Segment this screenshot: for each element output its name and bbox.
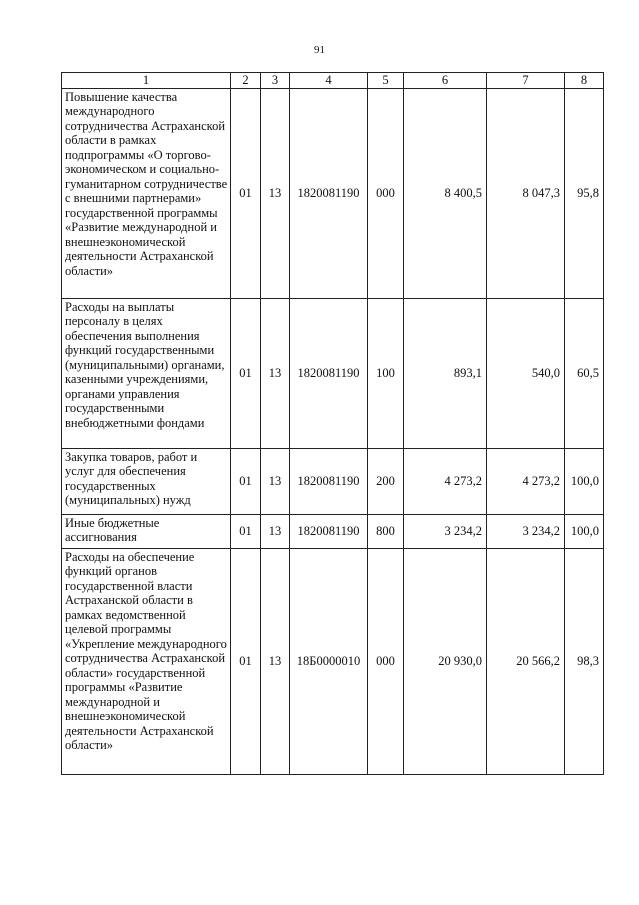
column-header: 5 xyxy=(368,73,404,89)
target-article-cell: 1820081190 xyxy=(290,514,368,548)
table-row xyxy=(62,448,604,514)
expense-type-cell: 100 xyxy=(368,298,404,448)
planned-amount-cell: 20 930,0 xyxy=(404,548,487,774)
column-header: 6 xyxy=(404,73,487,89)
expense-type-cell: 200 xyxy=(368,448,404,514)
executed-amount-cell: 4 273,2 xyxy=(487,448,565,514)
planned-amount-cell: 4 273,2 xyxy=(404,448,487,514)
executed-amount-cell: 3 234,2 xyxy=(487,514,565,548)
subsection-cell: 13 xyxy=(261,548,290,774)
expense-type-cell: 800 xyxy=(368,514,404,548)
table-row xyxy=(62,514,604,548)
subsection-cell: 13 xyxy=(261,514,290,548)
target-article-cell: 18Б0000010 xyxy=(290,548,368,774)
column-header: 3 xyxy=(261,73,290,89)
target-article-cell: 1820081190 xyxy=(290,448,368,514)
budget-table xyxy=(61,72,604,775)
percent-cell: 98,3 xyxy=(565,548,604,774)
row-name-cell: Закупка товаров, работ и услуг для обеспечения государственных (муниципальных) нужд xyxy=(62,448,231,514)
subsection-cell: 13 xyxy=(261,448,290,514)
column-header: 2 xyxy=(231,73,261,89)
column-header: 8 xyxy=(565,73,604,89)
table-row xyxy=(62,298,604,448)
row-name-cell: Расходы на обеспечение функций органов государственной власти Астраханской области в рамках ведомственной целевой программы «Укрепление международного сотрудничества Астраханской области» государственной программы «Развитие международной и внешнеэкономической деятельности Астраханской области» xyxy=(62,548,231,774)
row-name-cell: Расходы на выплаты персоналу в целях обеспечения выполнения функций государственными (муниципальными) органами, казенными учреждениями, органами управления государственными внебюджетными фондами xyxy=(62,298,231,448)
percent-cell: 100,0 xyxy=(565,448,604,514)
percent-cell: 95,8 xyxy=(565,88,604,298)
page-number: 91 xyxy=(314,44,325,56)
planned-amount-cell: 3 234,2 xyxy=(404,514,487,548)
table-header-row xyxy=(62,73,604,89)
subsection-cell: 13 xyxy=(261,88,290,298)
row-name-cell: Иные бюджетные ассигнования xyxy=(62,514,231,548)
table-row xyxy=(62,88,604,298)
percent-cell: 60,5 xyxy=(565,298,604,448)
executed-amount-cell: 20 566,2 xyxy=(487,548,565,774)
expense-type-cell: 000 xyxy=(368,88,404,298)
percent-cell: 100,0 xyxy=(565,514,604,548)
table-row xyxy=(62,548,604,774)
expense-type-cell: 000 xyxy=(368,548,404,774)
section-cell: 01 xyxy=(231,448,261,514)
section-cell: 01 xyxy=(231,514,261,548)
executed-amount-cell: 540,0 xyxy=(487,298,565,448)
target-article-cell: 1820081190 xyxy=(290,88,368,298)
planned-amount-cell: 8 400,5 xyxy=(404,88,487,298)
planned-amount-cell: 893,1 xyxy=(404,298,487,448)
column-header: 4 xyxy=(290,73,368,89)
row-name-cell: Повышение качества международного сотрудничества Астраханской области в рамках подпрограммы «О торгово-экономическом и социально-гуманитарном сотрудничестве с внешними партнерами» государственной программы «Развитие международной и внешнеэкономической деятельности Астраханской области» xyxy=(62,88,231,298)
executed-amount-cell: 8 047,3 xyxy=(487,88,565,298)
section-cell: 01 xyxy=(231,88,261,298)
column-header: 1 xyxy=(62,73,231,89)
section-cell: 01 xyxy=(231,548,261,774)
column-header: 7 xyxy=(487,73,565,89)
section-cell: 01 xyxy=(231,298,261,448)
subsection-cell: 13 xyxy=(261,298,290,448)
target-article-cell: 1820081190 xyxy=(290,298,368,448)
